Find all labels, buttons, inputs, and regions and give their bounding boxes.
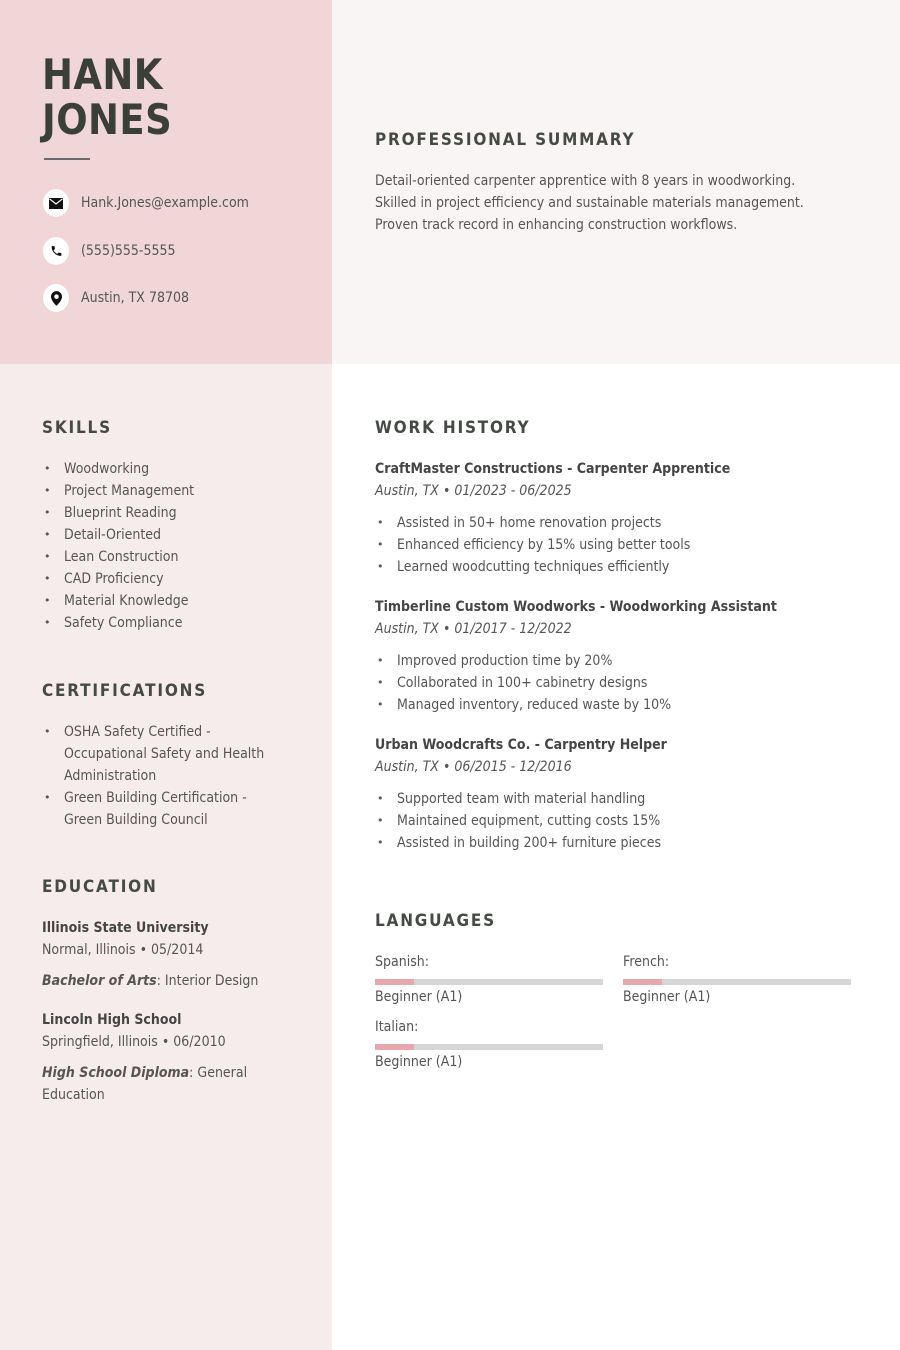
degree-field: : Interior Design [156,973,259,989]
job-meta: Austin, TX • 01/2023 - 06/2025 [375,483,572,499]
list-item: • Supported team with material handling [375,788,699,810]
school-location-date: Springfield, Illinois • 06/2010 [42,1034,226,1050]
list-item: • CAD Proficiency [42,568,209,590]
last-name: JONES [42,95,173,144]
education-entry [42,1009,270,1106]
list-item: • Safety Compliance [42,612,209,634]
list-item: • Collaborated in 100+ cabinetry designs [375,672,822,694]
degree-name: High School Diploma [42,1065,190,1081]
school-location-date: Normal, Illinois • 05/2014 [42,942,204,958]
list-item: • Learned woodcutting techniques efficiently [375,556,770,578]
phone-icon [43,237,69,265]
contact-email [43,189,268,217]
summary-line: Skilled in project efficiency and sustainable materials management. [375,195,804,211]
language-name: Italian: [375,1019,419,1035]
job-meta: Austin, TX • 06/2015 - 12/2016 [375,759,572,775]
language-proficiency-fill [375,979,414,985]
degree-name: Bachelor of Arts [42,973,157,989]
list-item: • Improved production time by 20% [375,650,822,672]
list-item: • Lean Construction [42,546,209,568]
location-pin-icon [43,284,69,312]
list-item: • Detail-Oriented [42,524,209,546]
job-bullets [375,512,770,578]
summary-line: Proven track record in enhancing construction workflows. [375,217,738,233]
school-name: Lincoln High School [42,1012,182,1028]
degree-line [42,1062,247,1084]
job-bullets [375,788,699,854]
contact-phone [43,237,186,265]
language-italian [375,1018,603,1072]
language-french [623,953,851,1007]
certifications-list [42,721,286,831]
list-item: • Assisted in building 200+ furniture pieces [375,832,699,854]
education-heading: EDUCATION [42,877,158,897]
job-meta: Austin, TX • 01/2017 - 12/2022 [375,621,572,637]
language-name: French: [623,954,670,970]
job-title: CraftMaster Constructions - Carpenter Apprentice [375,461,731,477]
envelope-icon [43,189,69,217]
list-item: • Assisted in 50+ home renovation projects [375,512,770,534]
list-item: • Blueprint Reading [42,502,209,524]
list-item: • Material Knowledge [42,590,209,612]
language-proficiency-bar [375,1044,603,1050]
languages-heading: LANGUAGES [375,911,496,931]
education-entry [42,917,282,992]
degree-line [42,970,258,992]
skills-list [42,458,209,634]
job-title: Timberline Custom Woodworks - Woodworking Assistant [375,599,777,615]
name-divider [44,158,90,160]
language-level: Beginner (A1) [375,989,463,1005]
list-item: • Maintained equipment, cutting costs 15% [375,810,699,832]
skills-heading: SKILLS [42,418,112,438]
job-entry [375,734,699,854]
phone-text[interactable]: (555)555-5555 [81,243,176,259]
job-entry [375,596,822,716]
certifications-heading: CERTIFICATIONS [42,681,208,701]
language-proficiency-bar [623,979,851,985]
first-name: HANK [42,50,163,99]
degree-field: : General [189,1065,248,1081]
job-entry [375,458,770,578]
candidate-name [42,52,172,142]
school-name: Illinois State University [42,920,209,936]
email-text[interactable]: Hank.Jones@example.com [81,195,249,211]
location-text: Austin, TX 78708 [81,290,190,306]
list-item: • Green Building Certification - Green Building Council [42,787,286,831]
language-level: Beginner (A1) [375,1054,463,1070]
work-history-heading: WORK HISTORY [375,418,531,438]
contact-location [43,284,201,312]
language-spanish [375,953,603,1007]
list-item: • OSHA Safety Certified - Occupational Safety and Health Administration [42,721,286,787]
job-title: Urban Woodcrafts Co. - Carpentry Helper [375,737,667,753]
language-proficiency-bar [375,979,603,985]
summary-text [375,170,851,236]
list-item: • Enhanced efficiency by 15% using better tools [375,534,770,556]
language-proficiency-fill [623,979,662,985]
language-level: Beginner (A1) [623,989,711,1005]
degree-field-continued: Education [42,1087,105,1103]
list-item: • Project Management [42,480,209,502]
list-item: • Managed inventory, reduced waste by 10% [375,694,822,716]
job-bullets [375,650,822,716]
list-item: • Woodworking [42,458,209,480]
summary-heading: PROFESSIONAL SUMMARY [375,130,636,150]
language-name: Spanish: [375,954,429,970]
summary-line: Detail-oriented carpenter apprentice with 8 years in woodworking. [375,173,796,189]
language-proficiency-fill [375,1044,414,1050]
